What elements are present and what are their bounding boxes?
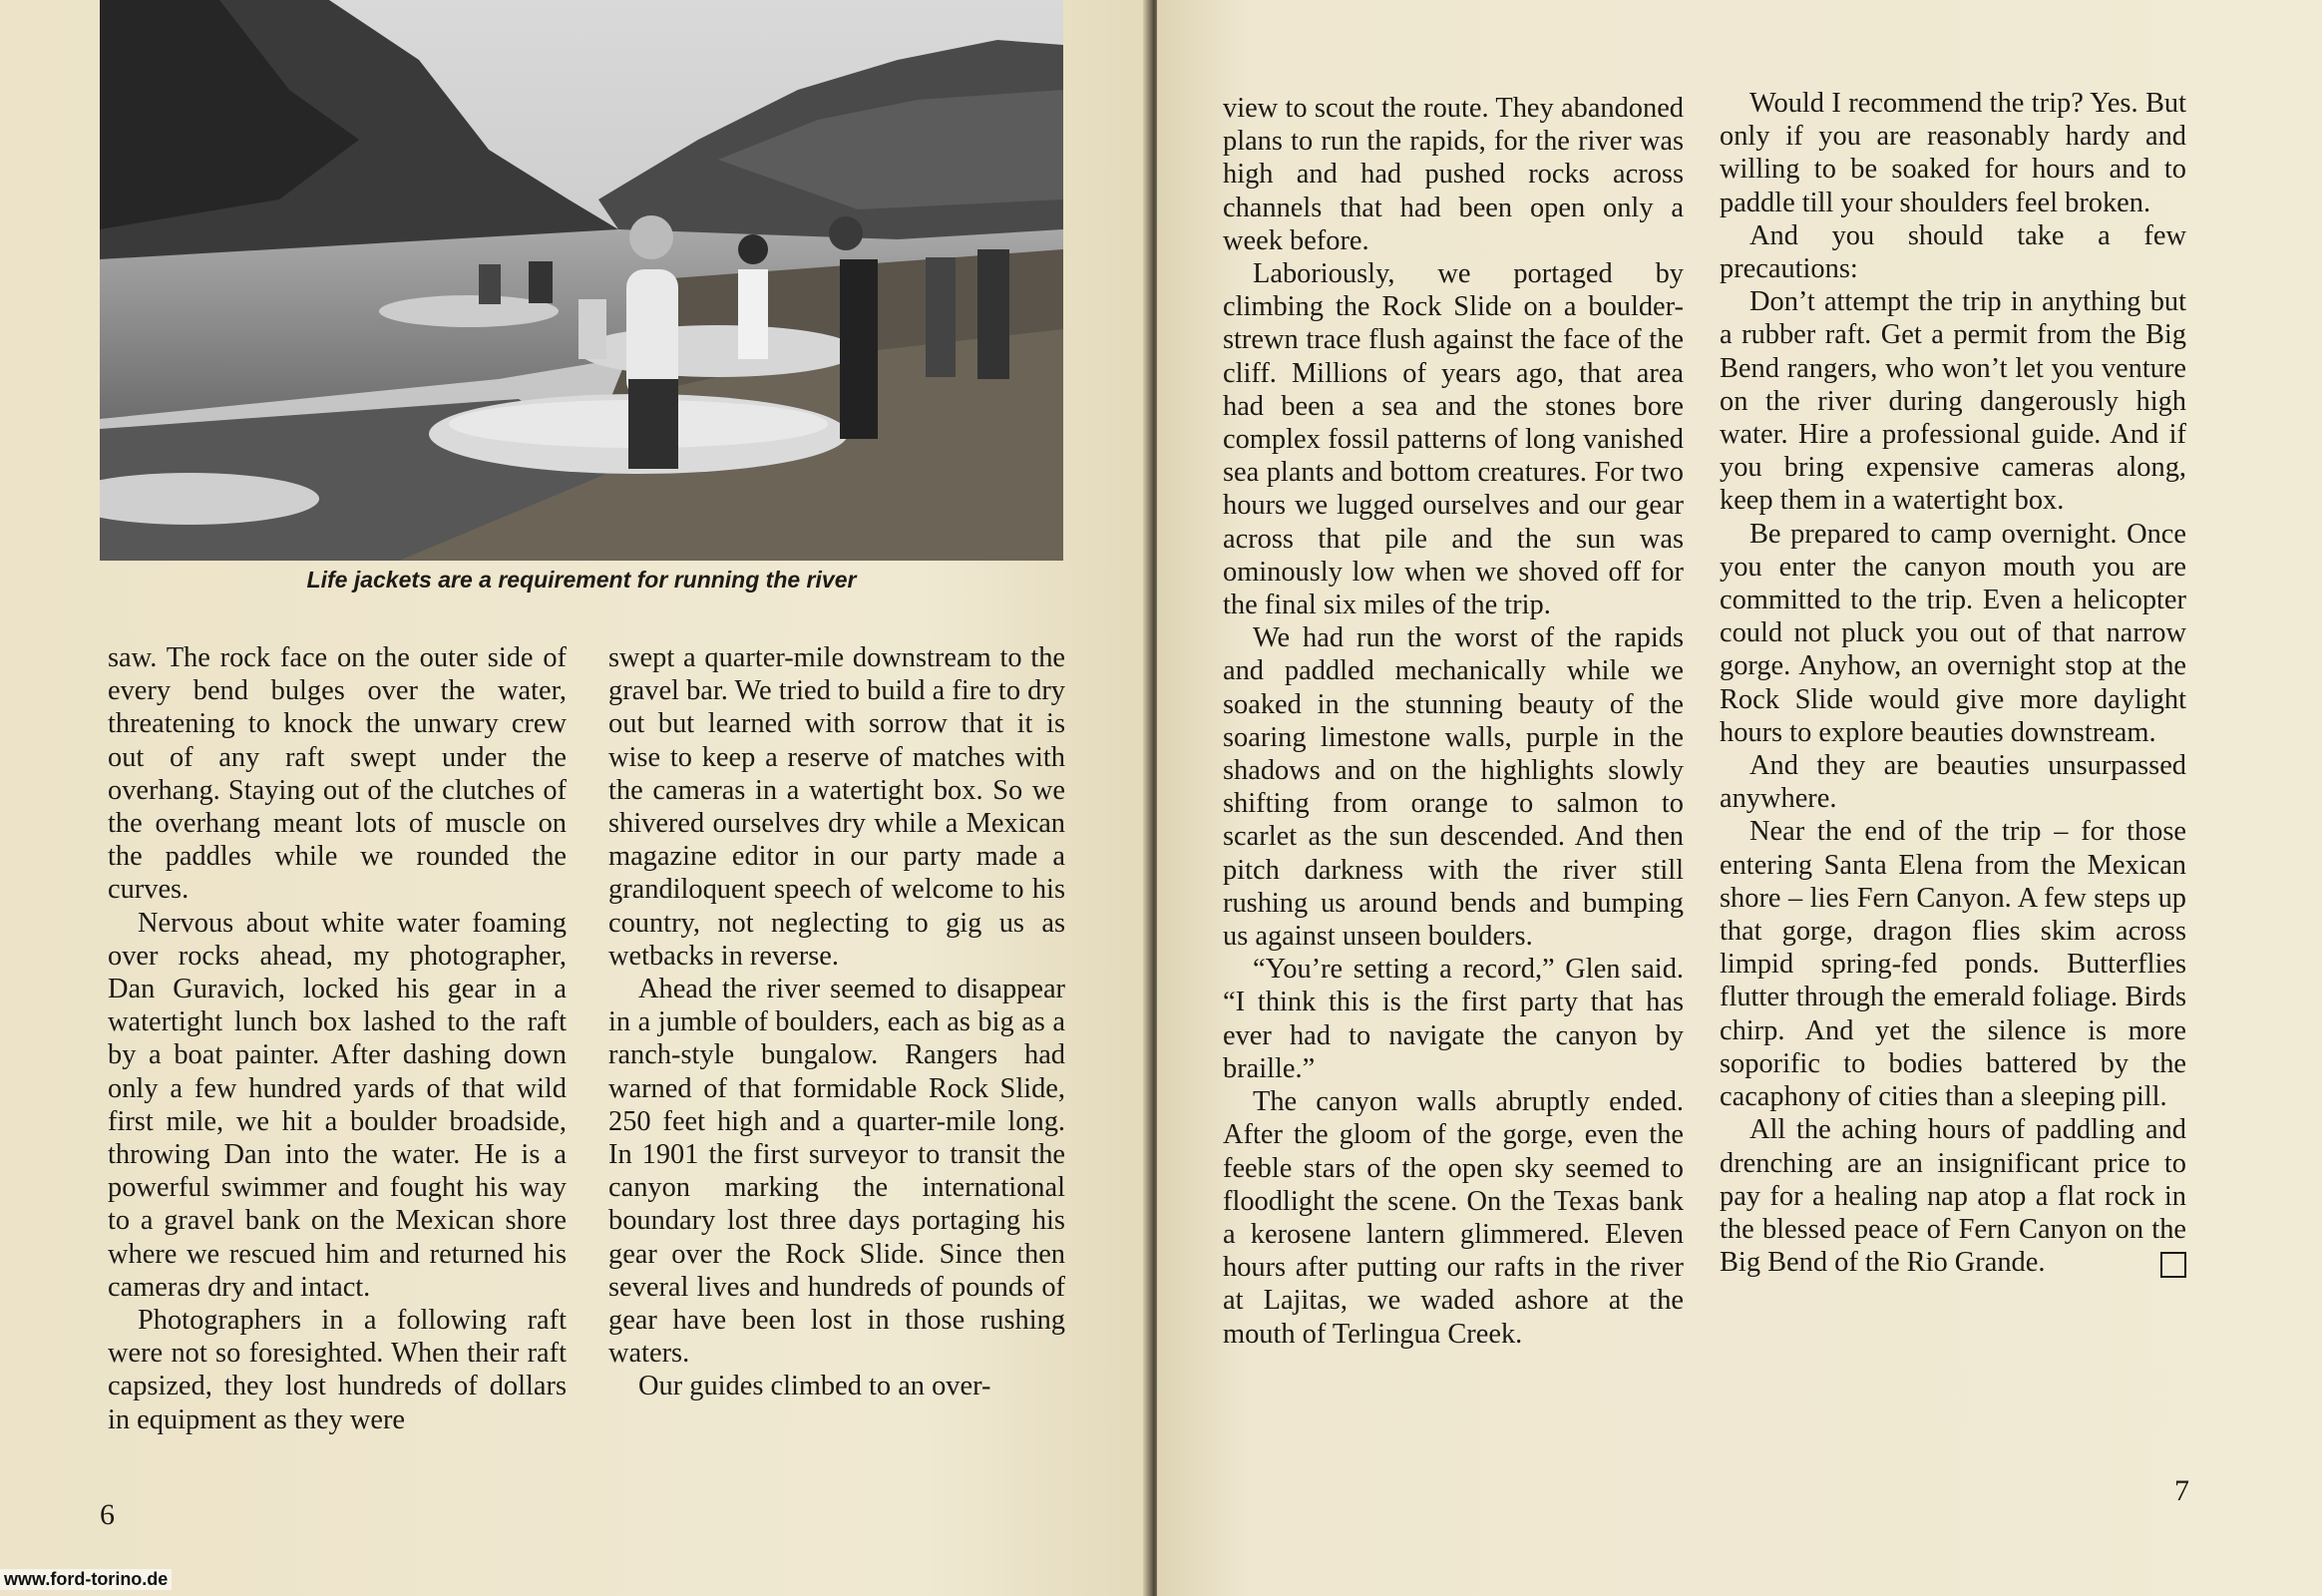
paragraph: Photographers in a following raft were not so foresighted. When their raft capsized, they lost hundreds of dollars in equipment as they were [108,1305,567,1435]
left-page [0,0,1149,1596]
paragraph: Near the end of the trip – for those entering Santa Elena from the Mexican shore – lies Fern Canyon. A few steps up that gorge, dragon flies skim across limpid spring-fed ponds. Butterflies flutter through the emerald foliage. Birds chirp. And yet the silence is more soporific to bodies battered by the cacaphony of cities than a sleeping pill. [1720,816,2186,1113]
paragraph: “You’re setting a record,” Glen said. “I think this is the first party that has ever had to navigate the canyon by braille.” [1223,954,1684,1084]
paragraph: view to scout the route. They abandoned plans to run the rapids, for the river was high and had pushed rocks across channels that had been open only a week before. [1223,93,1684,256]
paragraph-final [1720,1113,2186,1279]
paragraph: Be prepared to camp overnight. Once you enter the canyon mouth you are committed to the trip. Even a helicopter could not pluck you out of that narrow gorge. Anyhow, an overnight stop at the Rock Slide would give more daylight hours to explore beauties downstream. [1720,518,2186,748]
right-page [1157,0,2322,1596]
text-column-3 [1223,92,1684,1351]
text-column-2 [608,641,1065,1403]
end-mark-icon [2160,1252,2186,1278]
paragraph: Would I recommend the trip? Yes. But only if you are reasonably hardy and willing to be soaked for hours and to paddle till your shoulders feel broken. [1720,88,2186,218]
paragraph: And you should take a few precautions: [1720,219,2186,285]
page-number-right: 7 [2174,1474,2189,1507]
text-column-4 [1720,87,2186,1279]
paragraph: Our guides climbed to an over- [638,1371,991,1402]
paragraph: Laboriously, we portaged by climbing the Rock Slide on a boulder-strewn trace flush against the face of the cliff. Millions of years ago, that area had been a sea and the stones bore complex fossil patterns of long vanished sea plants and bottom creatures. For two hours we lugged ourselves and our gear across that pile and the sun was ominously low when we shoved off for the final six miles of the trip. [1223,258,1684,621]
paragraph: The canyon walls abruptly ended. After the gloom of the gorge, even the feeble stars of the open sky seemed to floodlight the scene. On the Texas bank a kerosene lantern glimmered. Eleven hours after putting our rafts in the river at Lajitas, we waded ashore at the mouth of Terlingua Creek. [1223,1086,1684,1350]
paragraph: Don’t attempt the trip in anything but a rubber raft. Get a permit from the Big Bend rangers, who won’t let you venture on the river during dangerously high water. Hire a professional guide. And if you bring expensive cameras along, keep them in a watertight box. [1720,286,2186,517]
paragraph: Ahead the river seemed to disappear in a jumble of boulders, each as big as a ranch-style bungalow. Rangers had warned of that formidable Rock Slide, 250 feet high and a quarter-mile long. In 1901 the first surveyor to transit the canyon marking the international boundary lost three days portaging his gear over the Rock Slide. Since then several lives and hundreds of pounds of gear have been lost in those rushing waters. [608,974,1065,1370]
paragraph-final-text: All the aching hours of paddling and drenching are an insignificant price to pay for a healing nap atop a flat rock in the blessed peace of Fern Canyon on the Big Bend of the Rio Grande. [1720,1114,2186,1279]
river-rafting-photo [100,0,1063,561]
page-number-left: 6 [100,1498,115,1531]
watermark: www.ford-torino.de [0,1569,172,1590]
paragraph: And they are beauties unsurpassed anywhere. [1720,750,2186,815]
paragraph: saw. The rock face on the outer side of every bend bulges over the water, threatening to knock the unwary crew out of any raft swept under the overhang. Staying out of the clutches of the overhang meant lots of muscle on the paddles while we rounded the curves. [108,642,567,906]
photo-caption: Life jackets are a requirement for running the river [306,567,857,593]
paragraph: Nervous about white water foaming over rocks ahead, my photographer, Dan Guravich, locked his gear in a watertight lunch box lashed to the raft by a boat painter. After dashing down only a few hundred yards of that wild first mile, we hit a boulder broadside, throwing Dan into the water. He is a powerful swimmer and fought his way to a gravel bank on the Mexican shore where we rescued him and returned his cameras dry and intact. [108,907,567,1303]
paragraph: We had run the worst of the rapids and paddled mechanically while we soaked in the stunning beauty of the soaring limestone walls, purple in the shadows and on the highlights slowly shifting from orange to salmon to scarlet as the sun descended. And then pitch darkness with the river still rushing us around bends and bumping us against unseen boulders. [1223,622,1684,953]
paragraph: swept a quarter-mile downstream to the gravel bar. We tried to build a fire to dry out but learned with sorrow that it is wise to keep a reserve of matches with the cameras in a watertight box. So we shivered ourselves dry while a Mexican magazine editor in our party made a grandiloquent speech of welcome to his country, not neglecting to gig us as wetbacks in reverse. [608,642,1065,972]
text-column-1 [108,641,567,1436]
